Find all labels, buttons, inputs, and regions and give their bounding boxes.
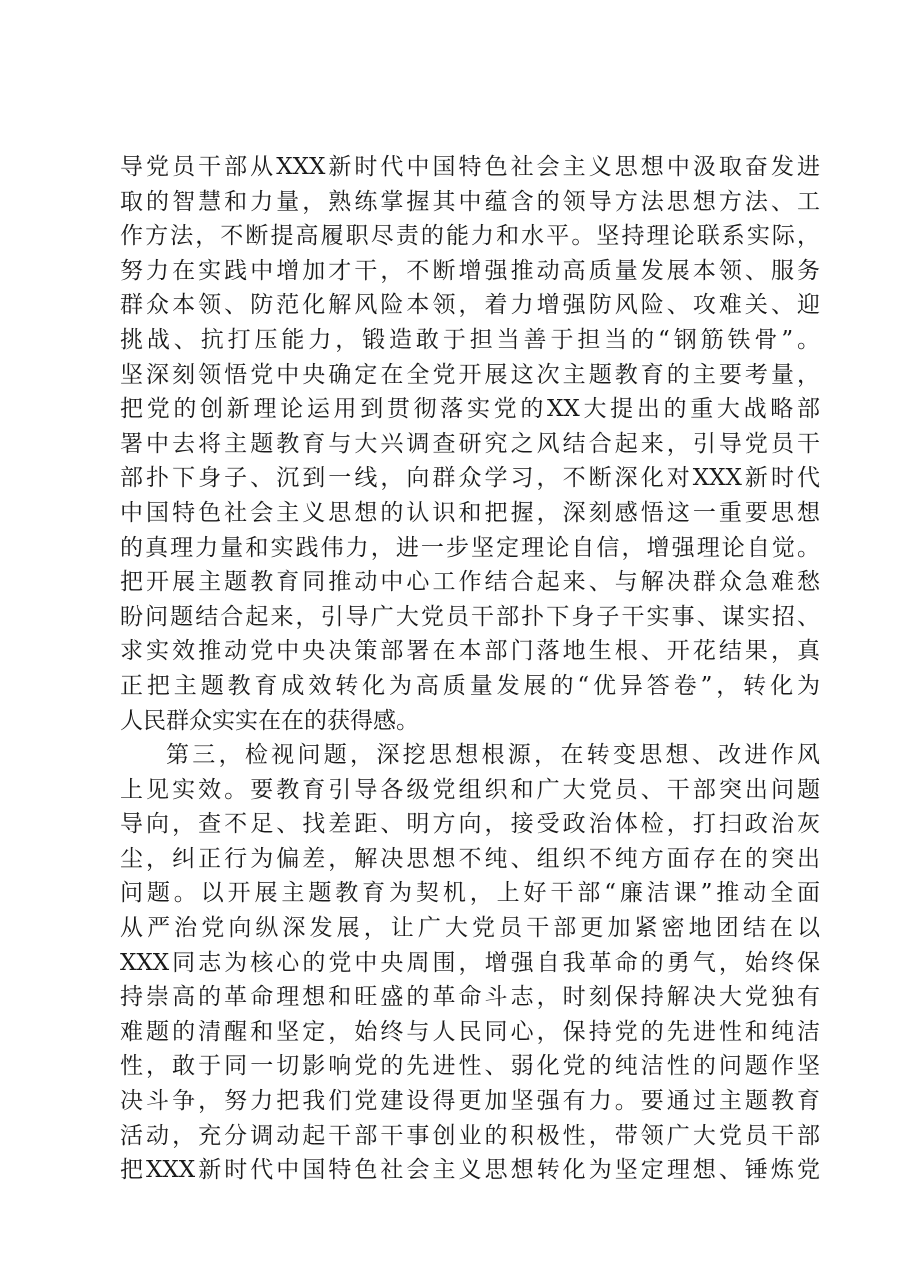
text-line: 求实效推动党中央决策部署在本部门落地生根、开花结果，真: [120, 638, 820, 665]
text-line: 把XXX新时代中国特色社会主义思想转化为坚定理想、锤炼党: [120, 1157, 820, 1184]
text-line: 活动，充分调动起干部干事创业的积极性，带领广大党员干部: [120, 1122, 820, 1149]
text-line: 第三，检视问题，深挖思想根源，在转变思想、改进作风: [166, 742, 820, 769]
text-line: 挑战、抗打压能力，锻造敢于担当善于担当的“钢筋铁骨”。: [120, 326, 820, 353]
text-line: 导党员干部从XXX新时代中国特色社会主义思想中汲取奋发进: [120, 154, 820, 180]
text-line: 上见实效。要教育引导各级党组织和广大党员、干部突出问题: [120, 776, 820, 803]
text-line: 中国特色社会主义思想的认识和把握，深刻感悟这一重要思想: [120, 499, 820, 526]
body-text: [120, 150, 820, 1188]
text-line: 决斗争，努力把我们党建设得更加坚强有力。要通过主题教育: [120, 1088, 820, 1115]
text-line: 人民群众实实在在的获得感。: [120, 707, 419, 734]
text-line: 坚深刻领悟党中央确定在全党开展这次主题教育的主要考量，: [120, 361, 820, 388]
text-line: 作方法，不断提高履职尽责的能力和水平。坚持理论联系实际，: [120, 223, 820, 250]
text-line: 署中去将主题教育与大兴调查研究之风结合起来，引导党员干: [120, 430, 820, 457]
text-line: 群众本领、防范化解风险本领，着力增强防风险、攻难关、迎: [120, 292, 820, 319]
text-line: 盼问题结合起来，引导广大党员干部扑下身子干实事、谋实招、: [120, 603, 820, 630]
text-line: 正把主题教育成效转化为高质量发展的“优异答卷”，转化为: [120, 672, 820, 699]
text-line: 的真理力量和实践伟力，进一步坚定理论自信，增强理论自觉。: [120, 534, 820, 561]
text-line: 难题的清醒和坚定，始终与人民同心，保持党的先进性和纯洁: [120, 1018, 820, 1045]
text-line: 把党的创新理论运用到贯彻落实党的XX大提出的重大战略部: [120, 396, 820, 423]
text-line: 性，敢于同一切影响党的先进性、弱化党的纯洁性的问题作坚: [120, 1053, 820, 1080]
text-line: 持崇高的革命理想和旺盛的革命斗志，时刻保持解决大党独有: [120, 984, 820, 1011]
text-line: 尘，纠正行为偏差，解决思想不纯、组织不纯方面存在的突出: [120, 845, 820, 872]
text-line: 取的智慧和力量，熟练掌握其中蕴含的领导方法思想方法、工: [120, 188, 820, 215]
text-line: 努力在实践中增加才干，不断增强推动高质量发展本领、服务: [120, 257, 820, 284]
text-line: XXX同志为核心的党中央周围，增强自我革命的勇气，始终保: [120, 949, 820, 976]
text-line: 从严治党向纵深发展，让广大党员干部更加紧密地团结在以: [120, 915, 820, 942]
text-line: 问题。以开展主题教育为契机，上好干部“廉洁课”推动全面: [120, 880, 820, 907]
text-line: 部扑下身子、沉到一线，向群众学习，不断深化对XXX新时代: [120, 465, 820, 492]
text-line: 把开展主题教育同推动中心工作结合起来、与解决群众急难愁: [120, 569, 820, 596]
text-line: 导向，查不足、找差距、明方向，接受政治体检，打扫政治灰: [120, 811, 820, 838]
